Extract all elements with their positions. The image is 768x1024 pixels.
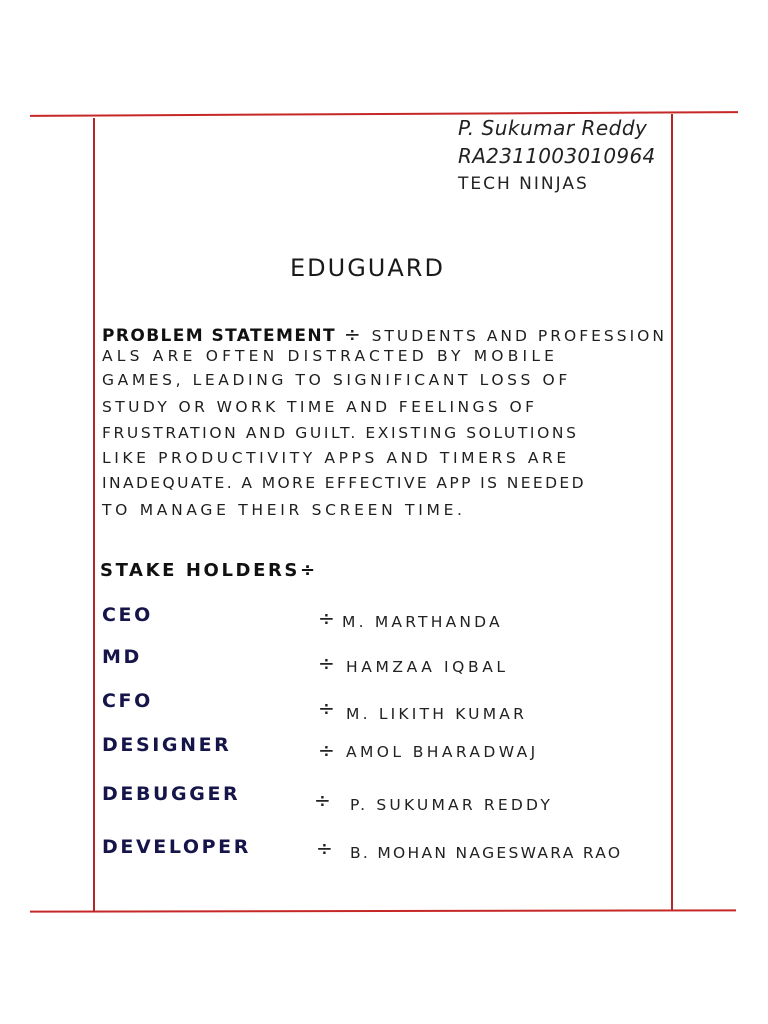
problem-statement-line: INADEQUATE. A MORE EFFECTIVE APP IS NEEDED — [102, 474, 586, 492]
separator-symbol: ÷ — [316, 836, 333, 860]
stakeholder-name: HAMZAA IQBAL — [346, 658, 509, 676]
document-title: EDUGUARD — [290, 254, 445, 282]
stakeholder-role: CEO — [102, 604, 153, 626]
problem-statement-line — [102, 322, 667, 346]
stakeholder-role: CFO — [102, 690, 153, 712]
bottom-margin-rule — [30, 909, 736, 912]
separator-symbol: ÷ — [314, 788, 331, 812]
stakeholder-role: DEVELOPER — [102, 836, 251, 858]
right-margin-rule — [671, 114, 673, 910]
separator-symbol: ÷ — [318, 696, 335, 720]
problem-statement-line: STUDY OR WORK TIME AND FEELINGS OF — [102, 398, 538, 416]
problem-statement-text: STUDENTS AND PROFESSION — [371, 327, 667, 345]
separator-symbol: ÷ — [318, 606, 335, 630]
problem-statement-line: GAMES, LEADING TO SIGNIFICANT LOSS OF — [102, 371, 571, 389]
stakeholder-name: M. MARTHANDA — [342, 613, 503, 631]
stakeholder-role: DEBUGGER — [102, 783, 241, 805]
problem-statement-line: ALS ARE OFTEN DISTRACTED BY MOBILE — [102, 347, 559, 365]
problem-statement-line: TO MANAGE THEIR SCREEN TIME. — [102, 501, 466, 519]
author-name: P. Sukumar Reddy — [458, 116, 648, 140]
separator-symbol: ÷ — [343, 322, 364, 346]
problem-statement-line: LIKE PRODUCTIVITY APPS AND TIMERS ARE — [102, 449, 570, 467]
problem-statement-line: FRUSTRATION AND GUILT. EXISTING SOLUTIONS — [102, 424, 579, 442]
stakeholders-heading: STAKE HOLDERS÷ — [100, 560, 318, 581]
problem-statement-heading: PROBLEM STATEMENT — [102, 326, 336, 346]
stakeholder-role: MD — [102, 646, 142, 668]
stakeholder-name: M. LIKITH KUMAR — [346, 705, 528, 723]
stakeholder-name: B. MOHAN NAGESWARA RAO — [350, 844, 623, 862]
left-margin-rule — [93, 118, 95, 912]
stakeholder-role: DESIGNER — [102, 734, 232, 756]
stakeholder-name: AMOL BHARADWAJ — [346, 743, 539, 761]
stakeholder-name: P. SUKUMAR REDDY — [350, 796, 553, 814]
team-name: TECH NINJAS — [458, 174, 589, 194]
separator-symbol: ÷ — [318, 738, 335, 762]
author-register-number: RA2311003010964 — [458, 144, 656, 168]
separator-symbol: ÷ — [318, 651, 335, 675]
